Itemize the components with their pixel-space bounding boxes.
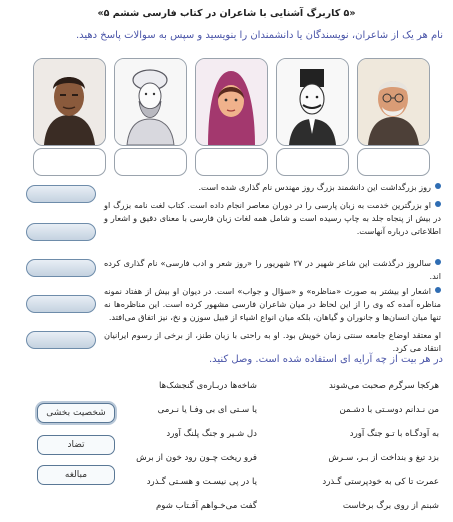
answer-field-5[interactable] <box>26 331 96 349</box>
verse-hemistich-left: فرو ریخت چـون رود خون از برش <box>136 453 257 463</box>
portrait-photo-4 <box>276 58 349 146</box>
portrait-card-4 <box>276 58 349 178</box>
answer-field-4[interactable] <box>26 295 96 313</box>
answer-field-1[interactable] <box>26 185 96 203</box>
portrait-image-3 <box>196 59 267 145</box>
clue-item-4: اشعار او بیشتر به صورت «مناظره» و «سؤال و جواب» است. در دیوان او بیش از هفتاد نمونه مناظره آمده که وی را از این لحاظ در میان شاعران فارسی مشهور کرده است. این مناظره‌ها نه تنها میان انسان‌ها و جانوران و گیاهان، بلکه میان انواع اشیاء از قبیل سوزن و نخ، نیز اتفاق می‌افتد. <box>104 286 441 323</box>
verse-4 <box>112 448 439 468</box>
name-answer-box-4[interactable] <box>276 148 349 176</box>
bullet-icon <box>435 259 441 265</box>
option-exaggeration[interactable]: مبالغه <box>37 465 115 485</box>
bullet-icon <box>435 201 441 207</box>
portrait-photo-1 <box>33 58 106 146</box>
portrait-card-3 <box>195 58 268 178</box>
worksheet-title: «۵ کاربرگ آشنایی با شاعران در کتاب فارسی ششم ۵» <box>97 8 356 19</box>
verse-hemistich-left: گفت می‌خـواهم آفـتاب شوم <box>155 501 257 511</box>
portrait-photo-3 <box>195 58 268 146</box>
portrait-image-4 <box>277 59 348 145</box>
instruction-identify: نام هر یک از شاعران، نویسندگان یا دانشمندان را بنویسید و سپس به سوالات پاسخ دهید. <box>75 30 443 41</box>
verse-6 <box>112 496 439 516</box>
clue-item-3: سالروز درگذشت این شاعر شهیر در ۲۷ شهریور را «روز شعر و ادب فارسی» نام گذاری کرده اند. <box>104 258 441 282</box>
verse-hemistich-right: بزد تیغ و بنداخت از بـر، سـرش <box>328 453 439 463</box>
portrait-card-2 <box>114 58 187 178</box>
bullet-icon <box>435 183 441 189</box>
portrait-photo-2 <box>114 58 187 146</box>
bullet-icon <box>435 287 441 293</box>
portrait-image-5 <box>358 59 429 145</box>
verse-3 <box>112 424 439 444</box>
portrait-image-2 <box>115 59 186 145</box>
verse-hemistich-left: دل شـیر و جنگ پلنگ آورد <box>166 429 257 439</box>
portrait-card-1 <box>33 58 106 178</box>
clue-item-2: او بزرگترین خدمت به زبان پارسی را در دوران معاصر انجام داده است. کتاب لغت نامه بزرگ او در بیش از پنجاه جلد به چاپ رسیده است و شامل همه لغات زبان فارسی با معنای دقیق و اشعار و اطلاعاتی درباره آنهاست. <box>104 200 441 237</box>
portrait-image-1 <box>34 59 105 145</box>
name-answer-box-3[interactable] <box>195 148 268 176</box>
name-answer-box-5[interactable] <box>357 148 430 176</box>
portrait-photo-5 <box>357 58 430 146</box>
option-contrast[interactable]: تضاد <box>37 435 115 455</box>
option-personification[interactable]: شخصیت بخشی <box>37 403 115 423</box>
name-answer-box-2[interactable] <box>114 148 187 176</box>
verse-hemistich-left: یا سـتی ای بی وفـا یا نـرمی <box>157 405 257 415</box>
verse-1 <box>112 376 439 396</box>
name-answer-box-1[interactable] <box>33 148 106 176</box>
verse-hemistich-left: شاخه‌ها دربـاره‌ی گنجشک‌ها <box>159 381 257 391</box>
verse-2 <box>112 400 439 420</box>
instruction-figures: در هر بیت از چه آرایه ای استفاده شده است. وصل کنید. <box>208 354 443 365</box>
answer-field-3[interactable] <box>26 259 96 277</box>
verse-hemistich-right: من نـدانم دوسـتی با دشـمن <box>339 405 439 415</box>
verse-hemistich-right: هرکجا سرگرم صحبت می‌شوند <box>328 381 439 391</box>
verse-hemistich-left: یا در پی نیسـت و هسـتی گـذرد <box>146 477 257 487</box>
answer-field-2[interactable] <box>26 223 96 241</box>
clue-item-5: او معتقد اوضاع جامعه سنتی زمان خویش بود. او به راحتی با زبان طنز، از برخی از رسوم ایرانیان انتقاد می کرد. <box>104 330 441 354</box>
verse-hemistich-right: شبنم از روی برگ برخاست <box>342 501 439 511</box>
portrait-card-5 <box>357 58 430 178</box>
verse-5 <box>112 472 439 492</box>
verse-hemistich-right: به آودگـاه با تـو جنگ آورد <box>349 429 439 439</box>
clue-item-1: روز بزرگداشت این دانشمند بزرگ روز مهندس نام گذاری شده است. <box>104 181 441 194</box>
portrait-row <box>33 58 431 178</box>
verse-hemistich-right: عمرت تا کی به خودپرستی گـذرد <box>322 477 439 487</box>
